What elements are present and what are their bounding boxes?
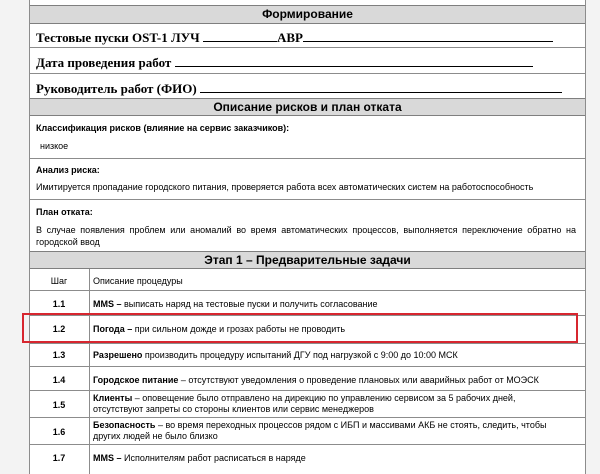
- divider: [30, 444, 585, 445]
- analysis-value: Имитируется пропадание городского питания, проверяется работа всех автоматических систем на работоспособность: [36, 182, 534, 192]
- test-runs-line: [36, 29, 553, 46]
- step-number: 1.1: [52, 299, 66, 309]
- manager-label: Руководитель работ (ФИО): [36, 81, 197, 96]
- risks-header: Описание рисков и план отката: [30, 98, 585, 116]
- test-runs-label: Тестовые пуски OST-1 ЛУЧ: [36, 30, 200, 45]
- step-number: 1.7: [52, 453, 66, 463]
- step-number: 1.5: [52, 400, 66, 410]
- formation-header: Формирование: [30, 5, 585, 24]
- step-number: 1.2: [52, 324, 66, 334]
- divider: [30, 417, 585, 418]
- manager-blank[interactable]: [200, 80, 562, 93]
- highlight-frame: [22, 313, 578, 343]
- divider: [30, 73, 585, 74]
- test-runs-suffix: АВР: [276, 30, 303, 45]
- divider: [30, 366, 585, 367]
- divider: [30, 47, 585, 48]
- step-description: MMS – выписать наряд на тестовые пуски и получить согласование: [93, 299, 378, 309]
- step-column-header: Шаг: [50, 276, 68, 286]
- step-description: Безопасность – во время переходных процессов рядом с ИБП и массивами АКБ не стоять, следить, чтобы других людей не было близко: [93, 420, 547, 441]
- step-number: 1.4: [52, 375, 66, 385]
- avr-blank[interactable]: [303, 29, 553, 42]
- divider: [30, 343, 585, 344]
- test-runs-blank[interactable]: [203, 29, 277, 42]
- divider: [30, 199, 585, 200]
- document-page: [29, 0, 586, 474]
- step-description: Клиенты – оповещение было отправлено на дирекцию по управлению сервисом за 5 рабочих дней, отсутствуют запреты со стороны клиентов или сервис менеджеров: [93, 393, 516, 414]
- step-number: 1.3: [52, 350, 66, 360]
- step-description: Разрешено производить процедуру испытаний ДГУ под нагрузкой с 9:00 до 10:00 МСК: [93, 350, 458, 360]
- step-number: 1.6: [52, 427, 66, 437]
- date-line: [36, 54, 533, 71]
- divider: [30, 290, 585, 291]
- classification-label: Классификация рисков (влияние на сервис заказчиков):: [36, 123, 290, 133]
- divider: [30, 158, 585, 159]
- analysis-label: Анализ риска:: [36, 165, 100, 175]
- step-description: MMS – Исполнителям работ расписаться в наряде: [93, 453, 306, 463]
- step-description: Городское питание – отсутствуют уведомления о проведение плановых или аварийных работ от МОЭСК: [93, 375, 539, 385]
- divider: [30, 390, 585, 391]
- date-label: Дата проведения работ: [36, 55, 172, 70]
- manager-line: [36, 80, 562, 97]
- date-blank[interactable]: [175, 54, 533, 67]
- description-column-header: Описание процедуры: [93, 276, 183, 286]
- classification-value: низкое: [40, 141, 69, 151]
- rollback-label: План отката:: [36, 207, 93, 217]
- rollback-value: В случае появления проблем или аномалий во время автоматических процессов, выполняется переключение обратно на городской ввод: [36, 225, 576, 247]
- step-description: Погода – при сильном дожде и грозах работы не проводить: [93, 324, 346, 334]
- stage1-header: Этап 1 – Предварительные задачи: [30, 251, 585, 269]
